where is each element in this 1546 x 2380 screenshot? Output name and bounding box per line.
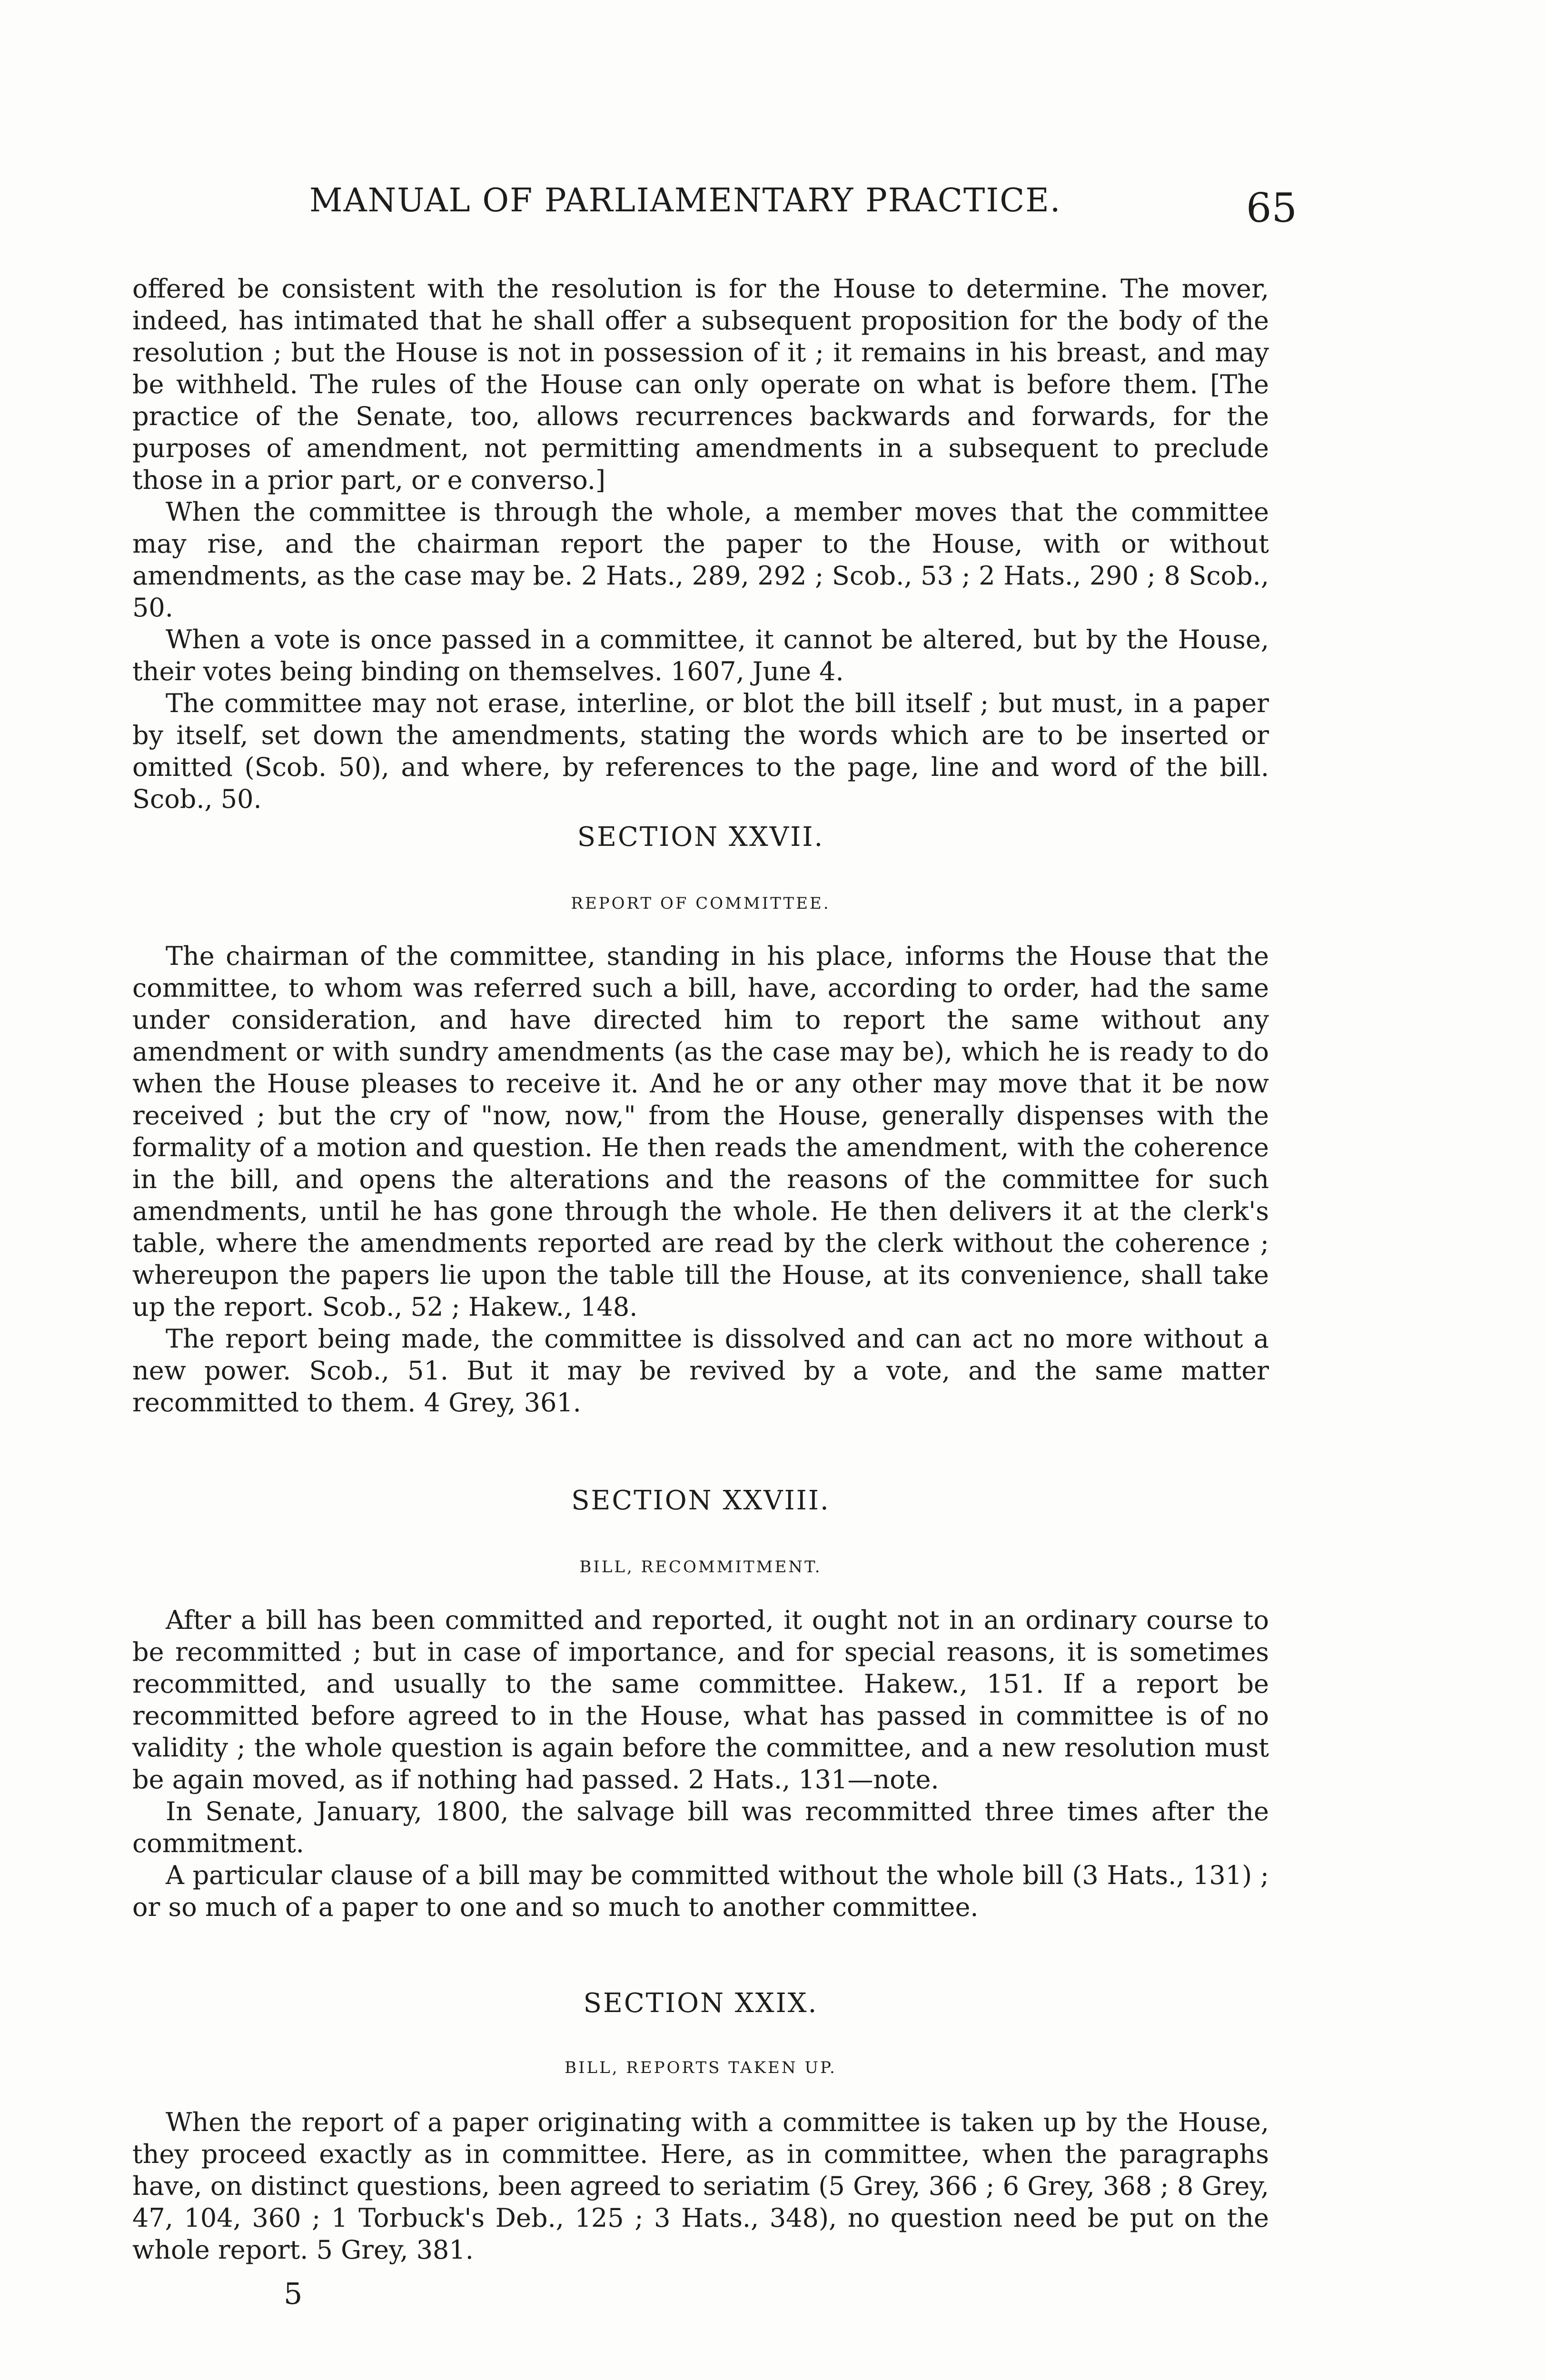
paragraph-vote-passed: When a vote is once passed in a committee, it cannot be altered, but by the House, their votes being binding on themselves. 1607, June 4. — [132, 625, 1269, 686]
section-27-body — [132, 940, 1269, 1418]
section-28-subheading: BILL, RECOMMITMENT. — [579, 1557, 822, 1577]
section-28-heading: SECTION XXVIII. — [571, 1485, 830, 1516]
paragraph-recommitment: After a bill has been committed and reported, it ought not in an ordinary course to be recommitted ; but in case of importance, and for special reasons, it is sometimes recommitted, and usually to the same committee. Hakew., 151. If a report be recommitted before agreed to in the House, what has passed in committee is of no validity ; the whole question is again before the committee, and a new resolution must be again moved, as if nothing had passed. 2 Hats., 131—note. — [132, 1605, 1269, 1795]
paragraph-reports-taken-up: When the report of a paper originating with a committee is taken up by the House, they proceed exactly as in committee. Here, as in committee, when the paragraphs have, on distinct questions, been agreed to seriatim (5 Grey, 366 ; 6 Grey, 368 ; 8 Grey, 47, 104, 360 ; 1 Torbuck's Deb., 125 ; 3 Hats., 348), no question need be put on the whole report. 5 Grey, 381. — [132, 2107, 1269, 2265]
section-27-heading: SECTION XXVII. — [577, 822, 824, 853]
section-29-subheading: BILL, REPORTS TAKEN UP. — [565, 2058, 837, 2077]
section-29-body — [132, 2106, 1269, 2266]
paragraph-continuation: offered be consistent with the resolution is for the House to determine. The mover, indeed, has intimated that he shall offer a subsequent proposition for the body of the resolution ; but the House is not in possession of it ; it remains in his breast, and may be withheld. The rules of the House can only operate on what is before them. [The practice of the Senate, too, allows recurrences backwards and forwards, for the purposes of amendment, not permitting amendments in a subsequent to preclude those in a prior part, or e converso.] — [132, 274, 1269, 495]
section-28-body — [132, 1604, 1269, 1923]
paragraph-committee-rise: When the committee is through the whole, a member moves that the committee may rise, and the chairman report the paper to the House, with or without amendments, as the case may be. 2 Hats., 289, 292 ; Scob., 53 ; 2 Hats., 290 ; 8 Scob., 50. — [132, 497, 1269, 623]
section-29-heading: SECTION XXIX. — [583, 1988, 818, 2019]
signature-mark: 5 — [284, 2276, 303, 2311]
paragraph-chairman-informs: The chairman of the committee, standing in his place, informs the House that the committee, to whom was referred such a bill, have, according to order, had the same under consideration, and have directed him to report the same without any amendment or with sundry amendments (as the case may be), which he is ready to do when the House pleases to receive it. And he or any other may move that it be now received ; but the cry of "now, now," from the House, generally dispenses with the formality of a motion and question. He then reads the amendment, with the coherence in the bill, and opens the alterations and the reasons of the committee for such amendments, until he has gone through the whole. He then delivers it at the clerk's table, where the amendments reported are read by the clerk without the coherence ; whereupon the papers lie upon the table till the House, at its convenience, shall take up the report. Scob., 52 ; Hakew., 148. — [132, 941, 1269, 1322]
running-header-title: MANUAL OF PARLIAMENTARY PRACTICE. — [309, 182, 1061, 219]
paragraph-report-made: The report being made, the committee is dissolved and can act no more without a new power. Scob., 51. But it may be revived by a vote, and the same matter recommitted to them. 4 Grey, 361. — [132, 1324, 1269, 1418]
paragraph-no-erase: The committee may not erase, interline, or blot the bill itself ; but must, in a paper by itself, set down the amendments, stating the words which are to be inserted or omitted (Scob. 50), and where, by references to the page, line and word of the bill. Scob., 50. — [132, 688, 1269, 814]
section-27-subheading: REPORT OF COMMITTEE. — [571, 894, 831, 913]
paragraph-particular-clause: A particular clause of a bill may be committed without the whole bill (3 Hats., 131) ; or so much of a paper to one and so much to another committee. — [132, 1860, 1269, 1922]
page-number: 65 — [1246, 185, 1297, 231]
opening-text-block — [132, 273, 1269, 815]
paragraph-salvage-bill: In Senate, January, 1800, the salvage bill was recommitted three times after the commitment. — [132, 1796, 1269, 1858]
